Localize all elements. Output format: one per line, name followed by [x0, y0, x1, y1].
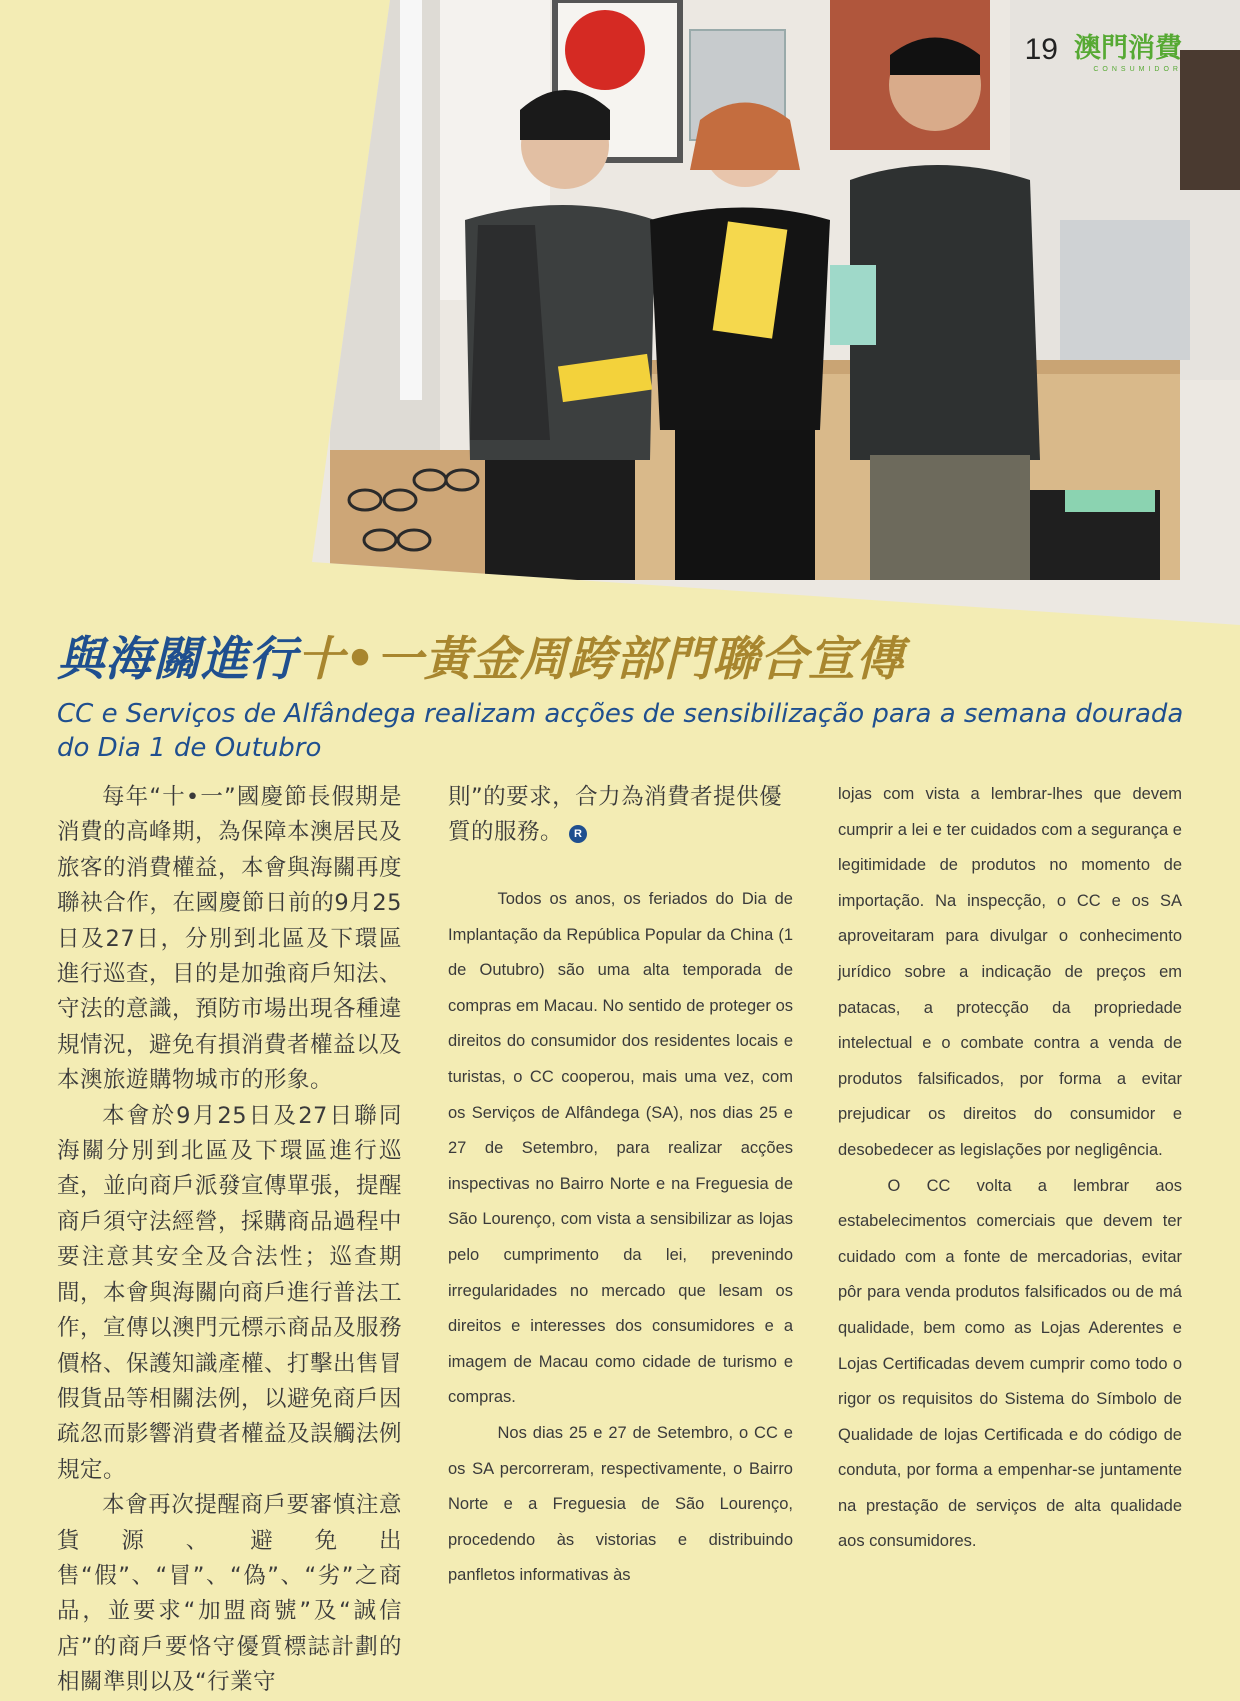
- title-zh-part1: 與海關進行: [57, 632, 297, 687]
- page-header: [1025, 32, 1182, 73]
- title-zh-part2: 十•一黃金周跨部門聯合宣傳: [297, 632, 905, 687]
- paragraph-pt-1: Todos os anos, os feriados do Dia de Implantação da República Popular da China (1 de Outubro) são uma alta temporada de compras em Macau. No sentido de proteger os direitos do consumidor dos residentes locais e turistas, o CC cooperou, mais uma vez, com os Serviços de Alfândega (SA), nos dias 25 e 27 de Setembro, para realizar acções inspectivas no Bairro Norte e na Freguesia de São Lourenço, com vista a sensibilizar as lojas pelo cumprimento da lei, prevenindo irregularidades no mercado que lesam os direitos e interesses dos consumidores e a imagem de Macau como cidade de turismo e compras.: [448, 890, 793, 1407]
- end-mark-icon: R: [569, 825, 587, 843]
- logo-text: 澳門消費: [1074, 33, 1182, 64]
- paragraph-zh-3: 本會再次提醒商戶要審慎注意貨源、避免出售“假”、“冒”、“偽”、“劣”之商品，並要求“加盟商號”及“誠信店”的商戶要恪守優質標誌計劃的相關準則以及“行業守: [57, 1492, 402, 1696]
- body-column-zh: [57, 780, 402, 1701]
- paragraph-zh-1: 每年“十•一”國慶節長假期是消費的高峰期，為保障本澳居民及旅客的消費權益，本會與海關再度聯袂合作，在國慶節日前的9月25日及27日，分別到北區及下環區進行巡查，目的是加強商戶知法、守法的意識，預防市場出現各種違規情況，避免有損消費者權益以及本澳旅遊購物城市的形象。: [57, 784, 403, 1094]
- paragraph-zh-2: 本會於9月25日及27日聯同海關分別到北區及下環區進行巡查，並向商戶派發宣傳單張，提醒商戶須守法經營，採購商品過程中要注意其安全及合法性；巡查期間，本會與海關向商戶進行普法工作，宣傳以澳門元標示商品及服務價格、保護知識產權、打擊出售冒假貨品等相關法例，以避免商戶因疏忽而影響消費者權益及誤觸法例規定。: [57, 1102, 403, 1483]
- magazine-logo: [1074, 32, 1182, 73]
- logo-subtext: CONSUMIDOR: [1093, 66, 1182, 73]
- article-title-pt: CC e Serviços de Alfândega realizam acções de sensibilização para a semana dourada do Dia 1 de Outubro: [57, 699, 1184, 763]
- paragraph-zh-continued: 則”的要求，合力為消費者提供優質的服務。: [448, 784, 783, 846]
- body-column-zh-cont: [448, 780, 793, 851]
- page-number: 19: [1024, 33, 1058, 66]
- body-column-pt-2: [838, 777, 1182, 1560]
- paragraph-pt-4: O CC volta a lembrar aos estabelecimentos comerciais que devem ter cuidado com a fonte de mercadorias, evitar pôr para venda produtos falsificados ou de má qualidade, bem como as Lojas Aderentes e Lojas Certificadas devem cumprir como todo o rigor os requisitos do Sistema do Símbolo de Qualidade de lojas Certificada e do código de conduta, por forma a empenhar-se juntamente na prestação de serviços de alta qualidade aos consumidores.: [838, 1176, 1182, 1551]
- article-title-zh: [57, 632, 1207, 688]
- paragraph-pt-2: Nos dias 25 e 27 de Setembro, o CC e os SA percorreram, respectivamente, o Bairro Norte e a Freguesia de São Lourenço, procedendo às vistorias e distribuindo panfletos informativas às: [448, 1423, 793, 1585]
- body-column-pt-1: [448, 882, 793, 1594]
- paragraph-pt-3: lojas com vista a lembrar-lhes que devem cumprir a lei e ter cuidados com a segurança e legitimidade de produtos no momento de importação. Na inspecção, o CC e os SA aproveitaram para divulgar o conhecimento jurídico sobre a indicação de preços em patacas, a protecção da propriedade intelectual e o combate contra a venda de produtos falsificados, por forma a evitar prejudicar os direitos do consumidor e desobedecer as legislações por negligência.: [838, 785, 1182, 1159]
- article-photo: [0, 0, 1240, 630]
